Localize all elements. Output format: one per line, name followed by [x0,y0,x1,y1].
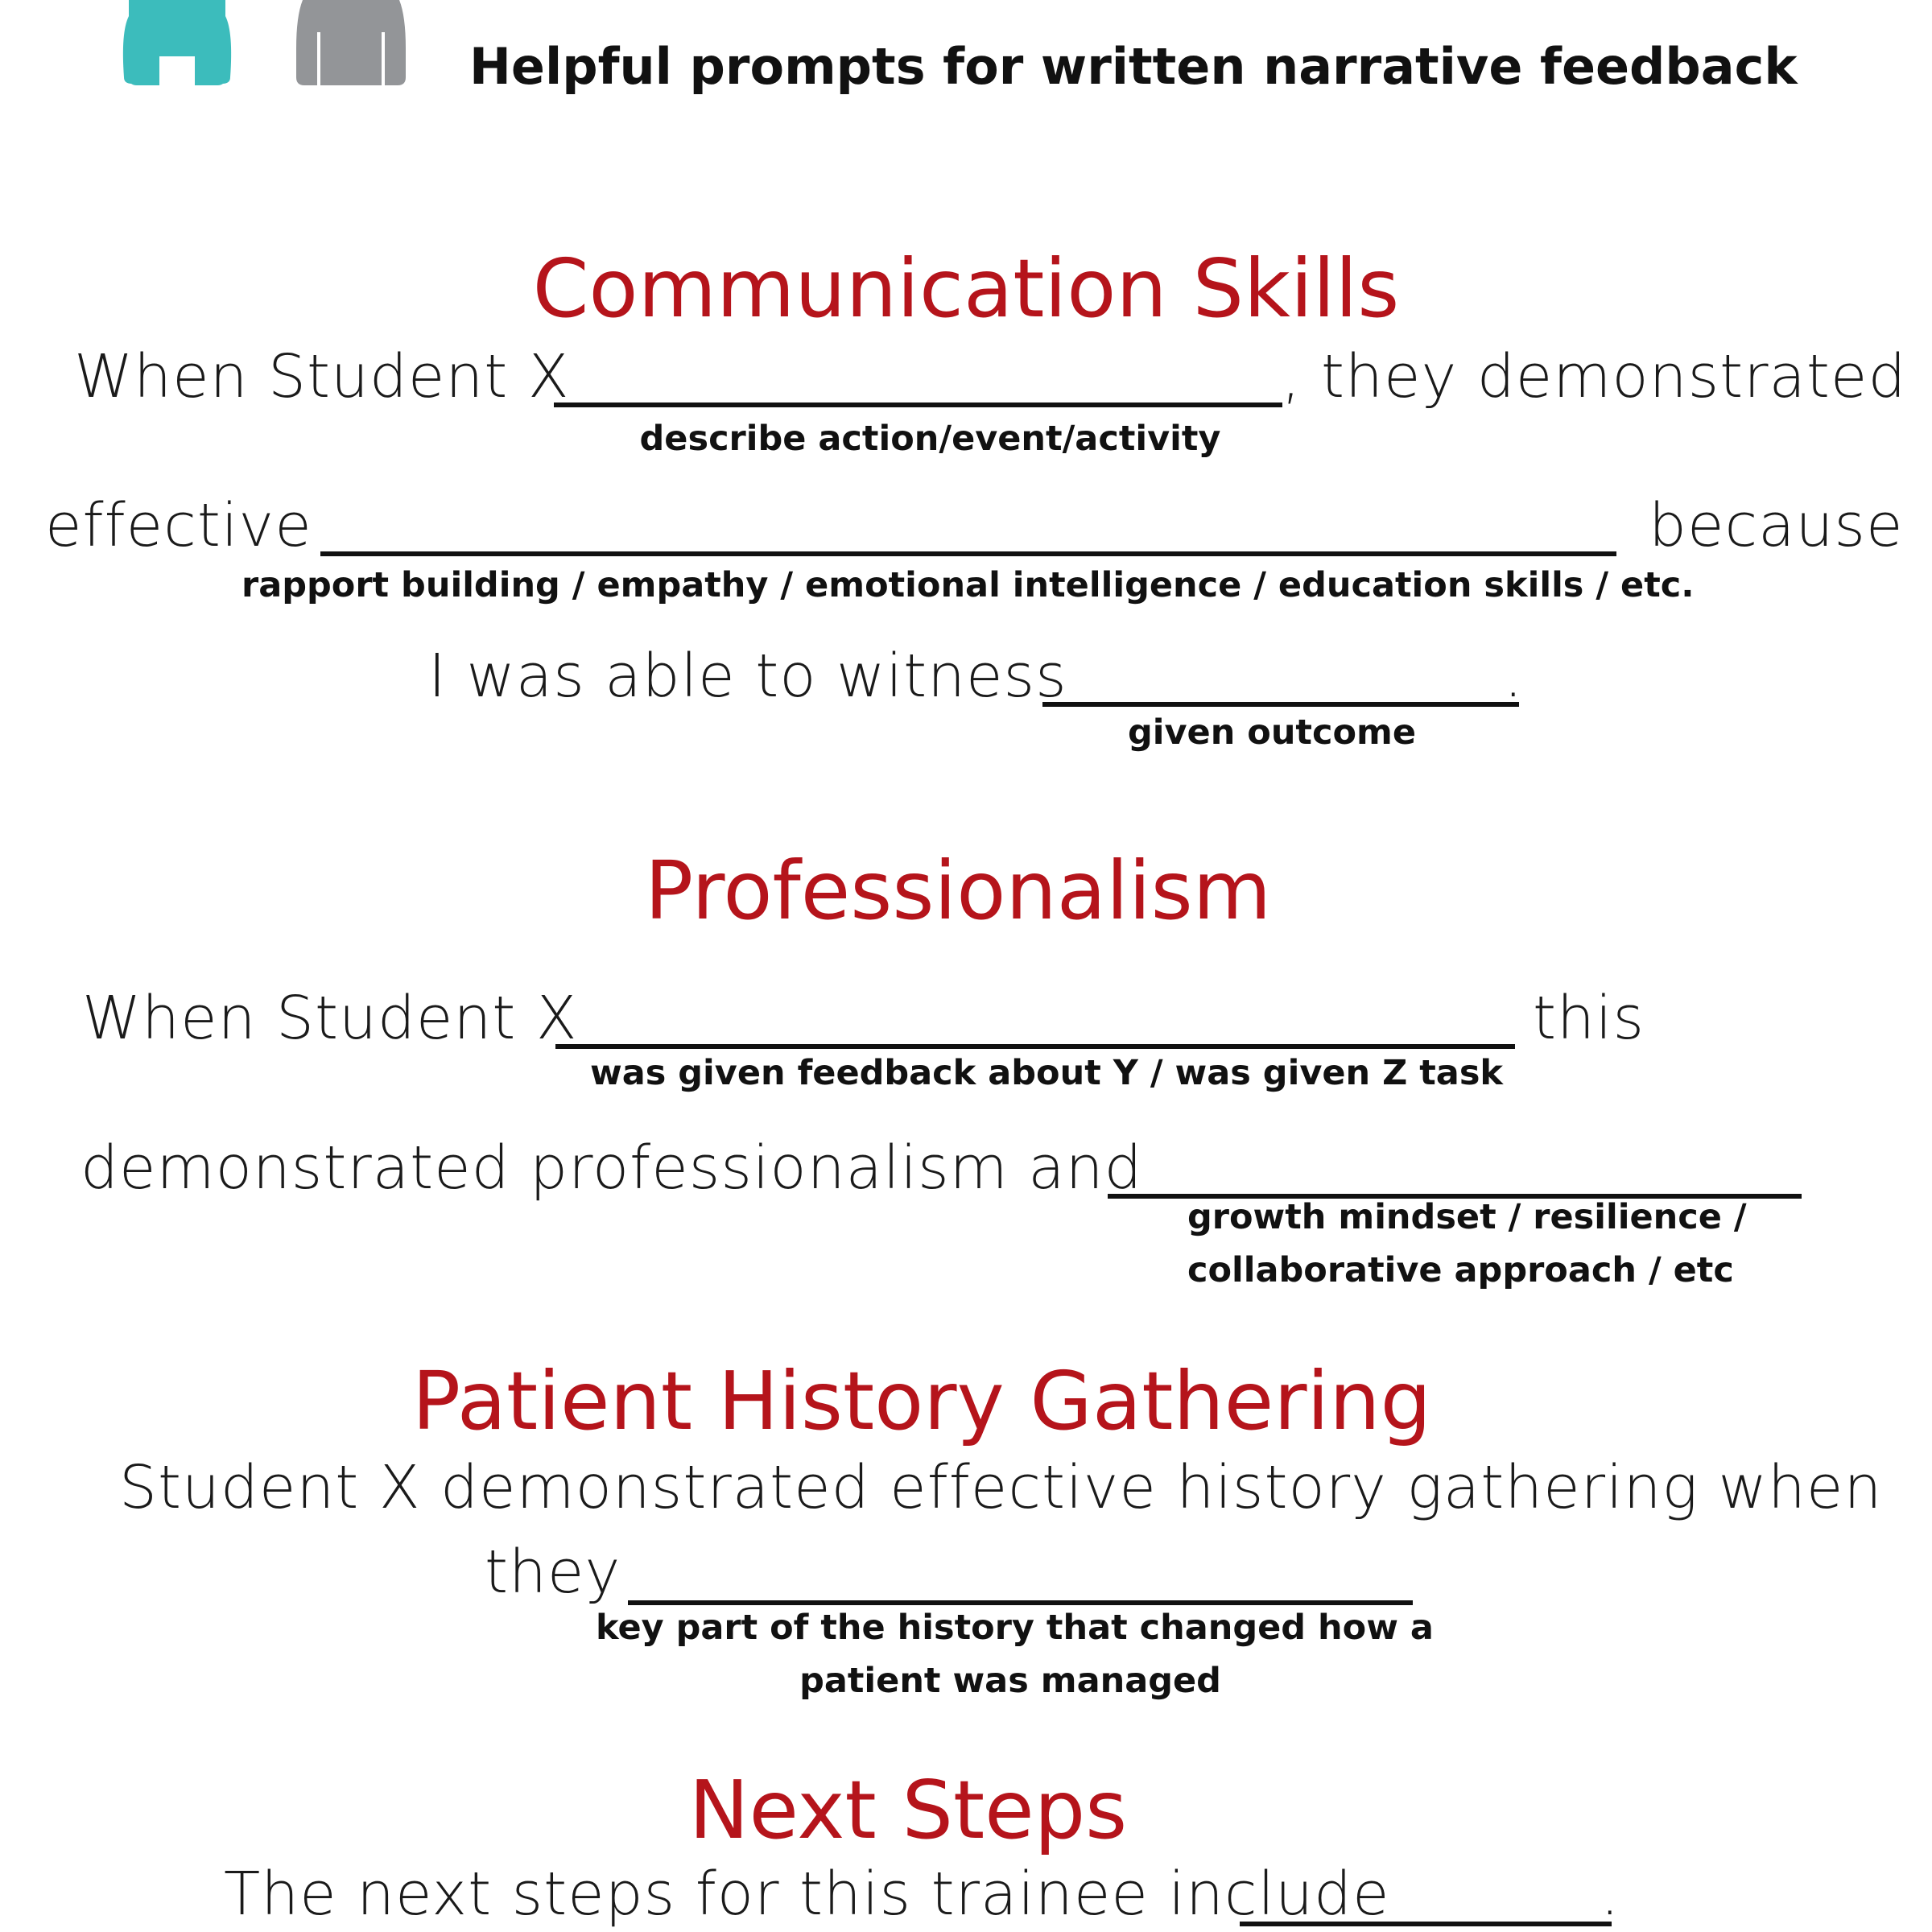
communication-line1-end: , they demonstrated [1282,342,1907,411]
next-steps-line1-end: . [1600,1860,1620,1929]
professionalism-blank-event[interactable] [555,1044,1515,1049]
professionalism-line1-start: When Student X [82,984,578,1053]
communication-blank-action[interactable] [554,402,1282,407]
history-heading: Patient History Gathering [411,1354,1432,1448]
communication-line3-end: . [1504,642,1524,711]
page-title: Helpful prompts for written narrative feedback [469,37,1798,96]
professionalism-hint-event: was given feedback about Y / was given Z task [589,1053,1504,1093]
next-steps-heading: Next Steps [688,1763,1128,1857]
next-steps-blank[interactable] [1240,1922,1612,1926]
professionalism-line2-start: demonstrated professionalism and [80,1133,1143,1203]
communication-line3-start: I was able to witness [428,642,1067,711]
communication-blank-outcome[interactable] [1042,702,1519,707]
communication-hint-action: describe action/event/activity [639,419,1221,459]
history-hint-2: patient was managed [799,1661,1221,1701]
communication-line2-end: because [1649,491,1904,560]
communication-heading: Communication Skills [532,242,1400,336]
communication-line2-start: effective [45,491,312,560]
communication-line1-start: When Student X [74,342,570,411]
communication-hint-outcome: given outcome [1127,712,1416,753]
communication-blank-skill[interactable] [320,551,1616,556]
history-line2-start: they [485,1538,621,1607]
person-gray-icon [296,0,406,87]
history-blank-key-part[interactable] [628,1600,1413,1605]
professionalism-heading: Professionalism [644,844,1272,938]
history-hint-1: key part of the history that changed how a [596,1608,1434,1648]
history-line1: Student X demonstrated effective history gathering when [119,1453,1883,1522]
professionalism-hint-trait-2: collaborative approach / etc [1187,1250,1734,1290]
next-steps-line1-start: The next steps for this trainee include [224,1860,1390,1929]
professionalism-line1-end: this [1533,984,1645,1053]
professionalism-hint-trait-1: growth mindset / resilience / [1187,1197,1747,1237]
communication-hint-skill: rapport building / empathy / emotional intelligence / education skills / etc. [242,565,1695,605]
person-teal-icon [121,0,233,87]
